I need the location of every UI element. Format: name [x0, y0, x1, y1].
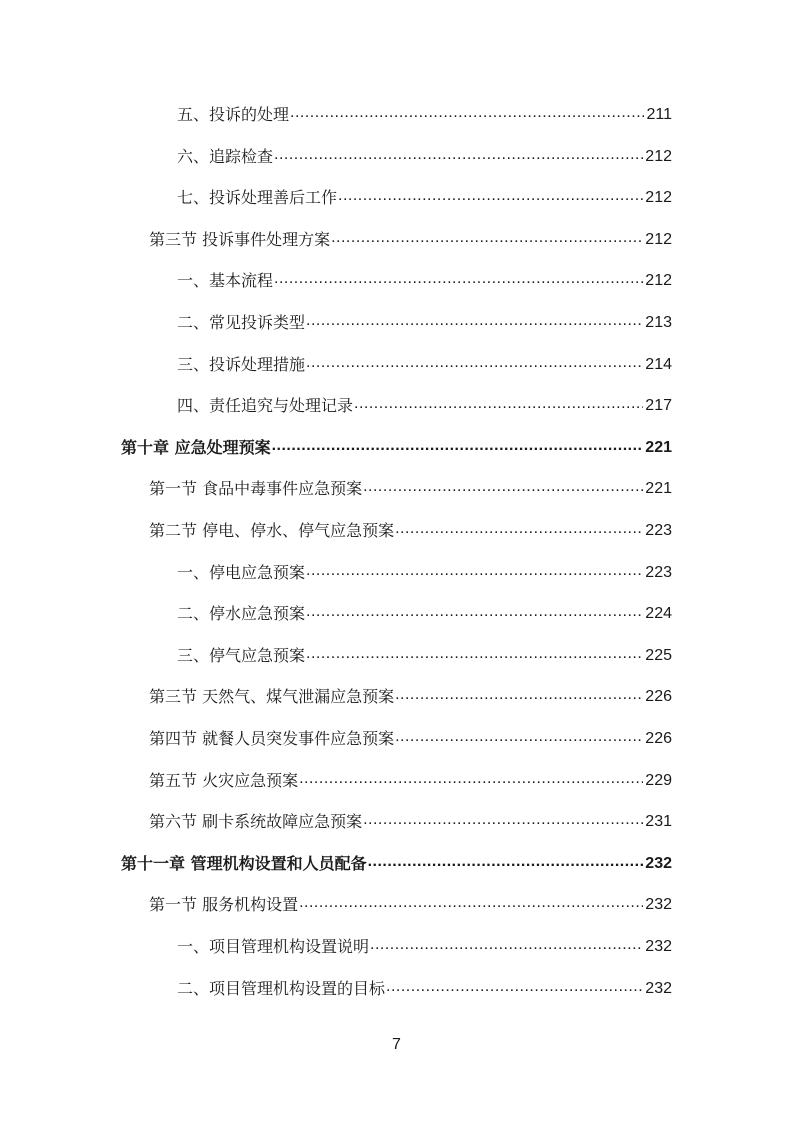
toc-entry-title: 五、投诉的处理: [177, 105, 290, 124]
page-number: 7: [392, 1036, 401, 1053]
dot-leader: [299, 892, 643, 914]
toc-entry-page: 224: [645, 605, 672, 623]
toc-entry-page: 229: [645, 771, 672, 789]
toc-entry[interactable]: [177, 179, 672, 209]
dot-leader: [306, 643, 643, 665]
toc-entry[interactable]: [149, 886, 672, 916]
toc-entry-page: 212: [645, 230, 672, 248]
dot-leader: [363, 809, 643, 831]
toc-entry[interactable]: [149, 470, 672, 500]
toc-entry-page: 211: [646, 106, 672, 123]
toc-entry-title: 第十章 应急处理预案: [121, 437, 271, 457]
toc-entry-page: 212: [645, 272, 672, 290]
toc-entry[interactable]: [149, 720, 672, 750]
dot-leader: [306, 560, 643, 582]
toc-entry[interactable]: [177, 554, 672, 584]
toc-entry[interactable]: [149, 678, 672, 708]
toc-entry[interactable]: [177, 262, 672, 292]
toc-entry-page: 223: [645, 563, 672, 581]
dot-leader: [395, 726, 643, 748]
toc-entry[interactable]: [149, 762, 672, 792]
dot-leader: [306, 310, 643, 332]
toc-entry-page: 232: [645, 854, 672, 872]
toc-entry[interactable]: [149, 803, 672, 833]
toc-entry-title: 第三节 天然气、煤气泄漏应急预案: [149, 687, 395, 707]
toc-entry-title: 第六节 刷卡系统故障应急预案: [149, 812, 363, 832]
toc-entry-title: 一、基本流程: [177, 271, 274, 291]
dot-leader: [306, 352, 643, 374]
dot-leader: [338, 185, 643, 207]
toc-entry-title: 第一节 服务机构设置: [149, 895, 299, 915]
toc-entry[interactable]: [177, 387, 672, 417]
toc-entry-page: 232: [645, 979, 672, 997]
toc-entry-title: 第三节 投诉事件处理方案: [149, 229, 331, 249]
toc-entry[interactable]: [149, 512, 672, 542]
toc-entry-title: 一、项目管理机构设置说明: [177, 937, 370, 956]
toc-entry-title: 一、停电应急预案: [177, 562, 306, 582]
dot-leader: [290, 102, 644, 124]
toc-entry-page: 213: [645, 314, 672, 331]
toc-entry-page: 225: [645, 646, 672, 664]
toc-entry-title: 第五节 火灾应急预案: [149, 770, 299, 790]
toc-entry[interactable]: [177, 970, 672, 1000]
toc-entry-page: 217: [645, 397, 672, 415]
toc-entry-title: 二、停水应急预案: [177, 604, 306, 624]
toc-entry-title: 七、投诉处理善后工作: [177, 188, 338, 208]
toc-entry[interactable]: [177, 96, 672, 126]
toc-entry[interactable]: [177, 304, 672, 334]
dot-leader: [386, 976, 643, 998]
toc-entry-title: 六、追踪检查: [177, 146, 274, 166]
dot-leader: [395, 518, 643, 540]
toc-entry[interactable]: [121, 845, 672, 875]
dot-leader: [306, 601, 643, 623]
toc-entry-page: 223: [645, 522, 672, 539]
toc-entry-title: 第四节 就餐人员突发事件应急预案: [149, 729, 395, 748]
dot-leader: [272, 435, 644, 457]
toc-entry[interactable]: [177, 346, 672, 376]
toc-entry-page: 226: [645, 688, 672, 706]
toc-entry-page: 232: [645, 896, 672, 914]
dot-leader: [370, 934, 643, 956]
dot-leader: [274, 268, 643, 290]
toc-entry[interactable]: [177, 595, 672, 625]
toc-entry-page: 212: [645, 147, 672, 165]
toc-entry[interactable]: [177, 637, 672, 667]
toc-entry-title: 二、项目管理机构设置的目标: [177, 978, 386, 998]
toc-entry-title: 四、责任追究与处理记录: [177, 396, 354, 416]
dot-leader: [299, 768, 643, 790]
toc-entry-title: 二、常见投诉类型: [177, 313, 306, 332]
toc-entry-page: 221: [645, 438, 672, 456]
toc-entry[interactable]: [149, 221, 672, 251]
toc-entry-page: 212: [645, 189, 672, 207]
dot-leader: [274, 144, 643, 166]
dot-leader: [331, 227, 643, 249]
toc-entry-page: 226: [645, 730, 672, 747]
toc-entry-title: 第一节 食品中毒事件应急预案: [149, 479, 363, 499]
toc-entry-title: 第十一章 管理机构设置和人员配备: [121, 853, 367, 873]
toc-entry-page: 221: [645, 480, 672, 498]
toc-entry[interactable]: [121, 429, 672, 459]
dot-leader: [354, 393, 643, 415]
toc-entry[interactable]: [177, 928, 672, 958]
dot-leader: [368, 851, 644, 873]
toc-entry-title: 三、投诉处理措施: [177, 354, 306, 374]
toc-entry-page: 214: [645, 355, 672, 373]
dot-leader: [363, 476, 643, 498]
toc-entry-title: 三、停气应急预案: [177, 645, 306, 665]
toc-entry-page: 232: [645, 938, 672, 955]
dot-leader: [395, 684, 643, 706]
toc-entry-title: 第二节 停电、停水、停气应急预案: [149, 521, 395, 540]
toc-entry-page: 231: [645, 813, 672, 831]
toc-entry[interactable]: [177, 138, 672, 168]
